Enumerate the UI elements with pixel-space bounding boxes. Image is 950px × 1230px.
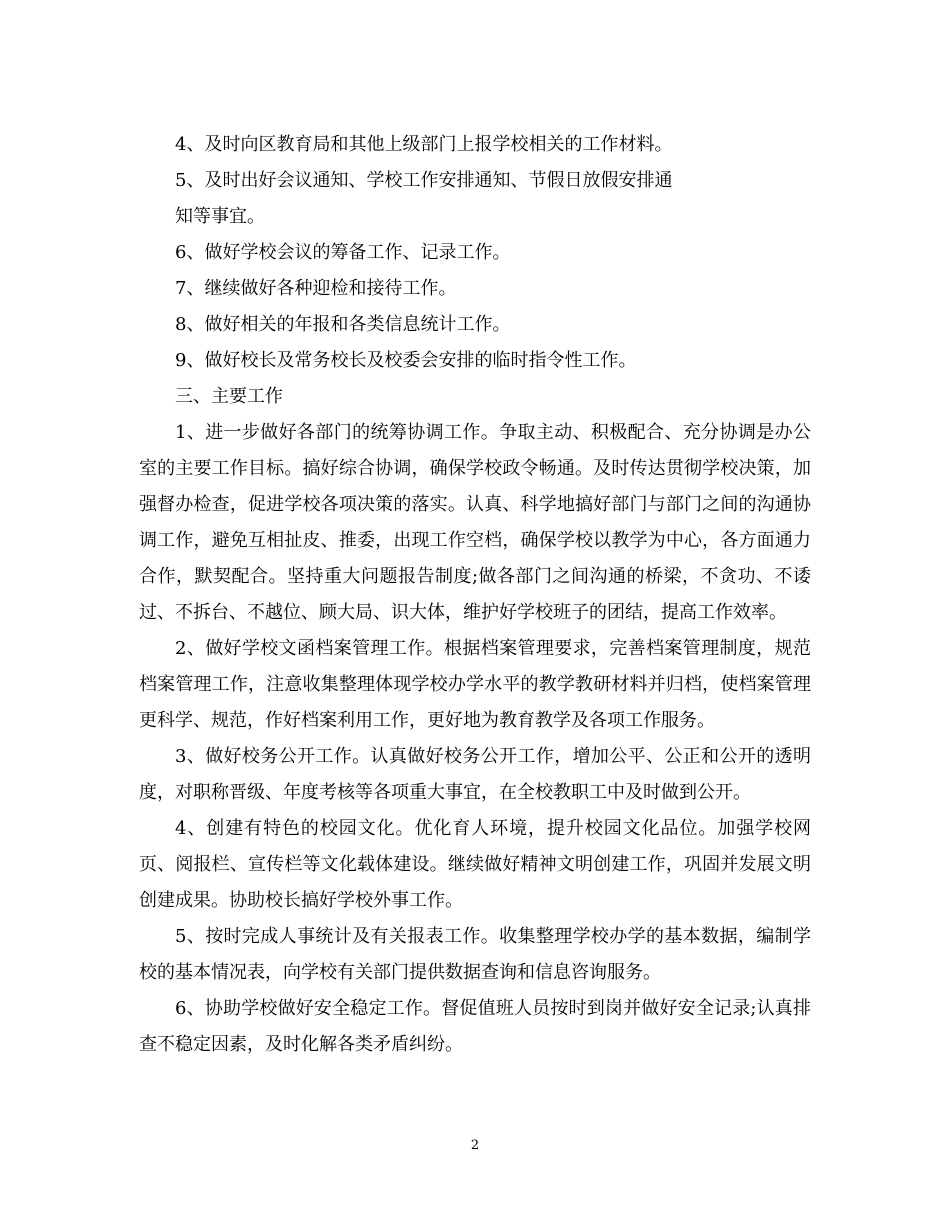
main-work-item-4: 4、创建有特色的校园文化。优化育人环境，提升校园文化品位。加强学校网页、阅报栏、宣传栏等文化载体建设。继续做好精神文明创建工作，巩固并发展文明创建成果。协助校长搞好学校外事工作。 [139,818,811,911]
main-work-item-3: 3、做好校务公开工作。认真做好校务公开工作，增加公平、公正和公开的透明度，对职称晋级、年度考核等各项重大事宜，在全校教职工中及时做到公开。 [139,746,811,803]
paragraph-item-5-continuation: 知等事宜。 [175,206,265,227]
document-body [139,127,811,1063]
main-work-item-5: 5、按时完成人事统计及有关报表工作。收集整理学校办学的基本数据，编制学校的基本情况表，向学校有关部门提供数据查询和信息咨询服务。 [139,926,811,983]
page-number: 2 [470,1138,480,1153]
main-work-item-1: 1、进一步做好各部门的统筹协调工作。争取主动、积极配合、充分协调是办公室的主要工作目标。搞好综合协调，确保学校政令畅通。及时传达贯彻学校决策，加强督办检查，促进学校各项决策的落实。认真、科学地搞好部门与部门之间的沟通协调工作，避免互相扯皮、推委，出现工作空档，确保学校以教学为中心，各方面通力合作，默契配合。坚持重大问题报告制度;做各部门之间沟通的桥梁，不贪功、不诿过、不拆台、不越位、顾大局、识大体，维护好学校班子的团结，提高工作效率。 [139,422,811,623]
section-heading-main-work: 三、主要工作 [175,386,283,407]
main-work-item-6: 6、协助学校做好安全稳定工作。督促值班人员按时到岗并做好安全记录;认真排查不稳定因素，及时化解各类矛盾纠纷。 [139,998,811,1055]
paragraph-item-9: 9、做好校长及常务校长及校委会安排的临时指令性工作。 [175,350,637,371]
paragraph-item-4: 4、及时向区教育局和其他上级部门上报学校相关的工作材料。 [175,134,673,155]
main-work-item-2: 2、做好学校文函档案管理工作。根据档案管理要求，完善档案管理制度，规范档案管理工作，注意收集整理体现学校办学水平的教学教研材料并归档，使档案管理更科学、规范，作好档案利用工作，更好地为教育教学及各项工作服务。 [139,638,811,731]
paragraph-item-5: 5、及时出好会议通知、学校工作安排通知、节假日放假安排通 [175,170,673,191]
paragraph-item-7: 7、继续做好各种迎检和接待工作。 [175,278,457,299]
paragraph-item-8: 8、做好相关的年报和各类信息统计工作。 [175,314,511,335]
paragraph-item-6: 6、做好学校会议的筹备工作、记录工作。 [175,242,511,263]
